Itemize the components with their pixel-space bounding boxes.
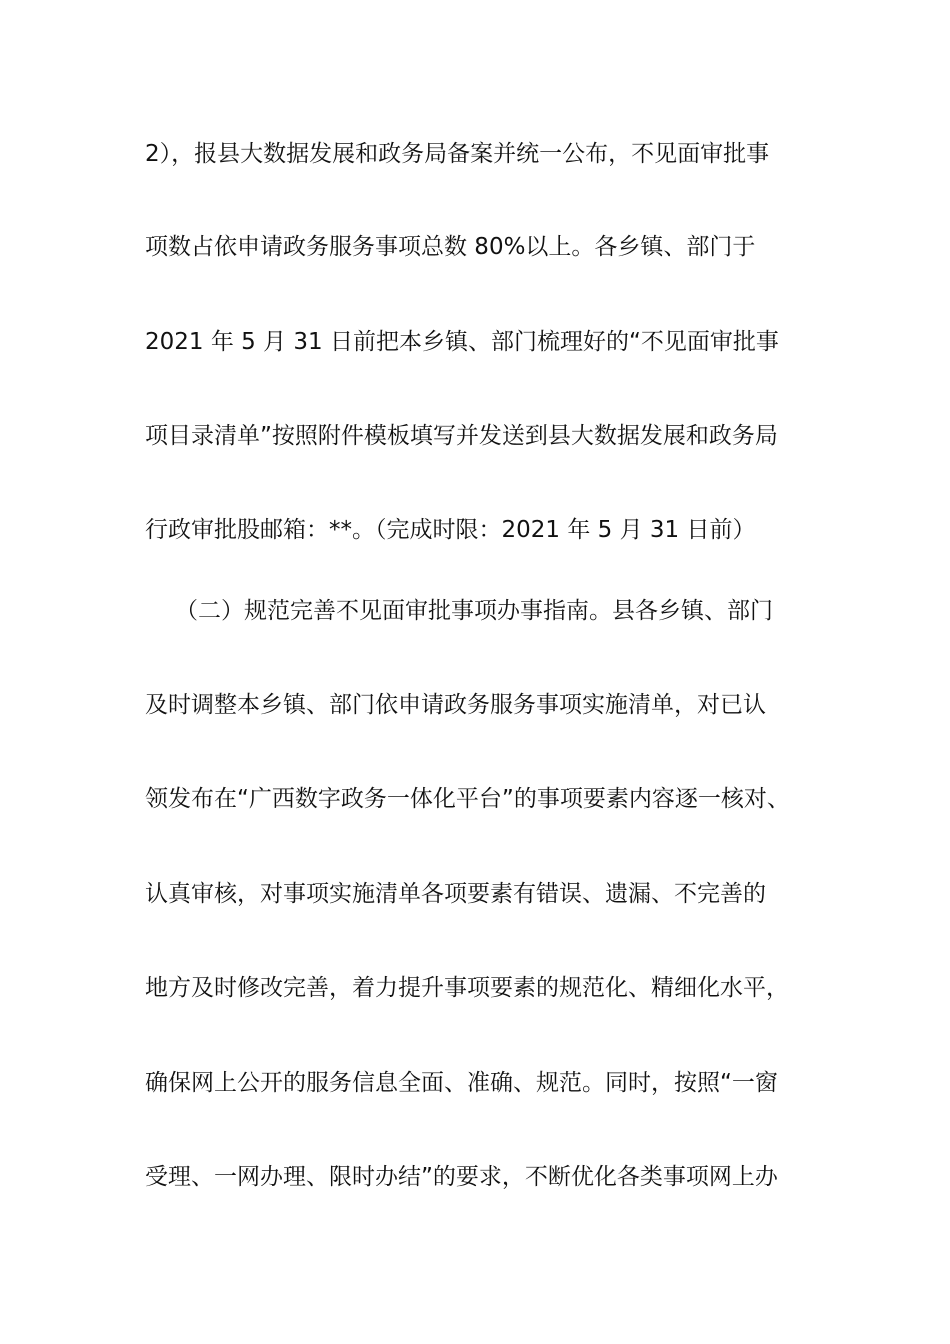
paragraph-line-3: 2021 年 5 月 31 日前把本乡镇、部门梳理好的“不见面审批事 [145, 329, 779, 355]
section-heading-line: （二）规范完善不见面审批事项办事指南。县各乡镇、部门 [175, 598, 773, 624]
paragraph-line-5: 行政审批股邮箱：**。（完成时限：2021 年 5 月 31 日前） [145, 517, 756, 543]
paragraph-line-1: 2），报县大数据发展和政务局备案并统一公布，不见面审批事 [145, 141, 770, 167]
paragraph-line-12: 受理、一网办理、限时办结”的要求，不断优化各类事项网上办 [145, 1164, 778, 1190]
paragraph-line-10: 地方及时修改完善，着力提升事项要素的规范化、精细化水平， [145, 975, 789, 1001]
paragraph-line-2: 项数占依申请政务服务事项总数 80%以上。各乡镇、部门于 [145, 234, 756, 260]
paragraph-line-11: 确保网上公开的服务信息全面、准确、规范。同时，按照“一窗 [145, 1070, 778, 1096]
paragraph-line-4: 项目录清单”按照附件模板填写并发送到县大数据发展和政务局 [145, 423, 778, 449]
paragraph-line-7: 及时调整本乡镇、部门依申请政务服务事项实施清单，对已认 [145, 692, 766, 718]
paragraph-line-8: 领发布在“广西数字政务一体化平台”的事项要素内容逐一核对、 [145, 786, 790, 812]
paragraph-line-9: 认真审核，对事项实施清单各项要素有错误、遗漏、不完善的 [145, 881, 766, 907]
